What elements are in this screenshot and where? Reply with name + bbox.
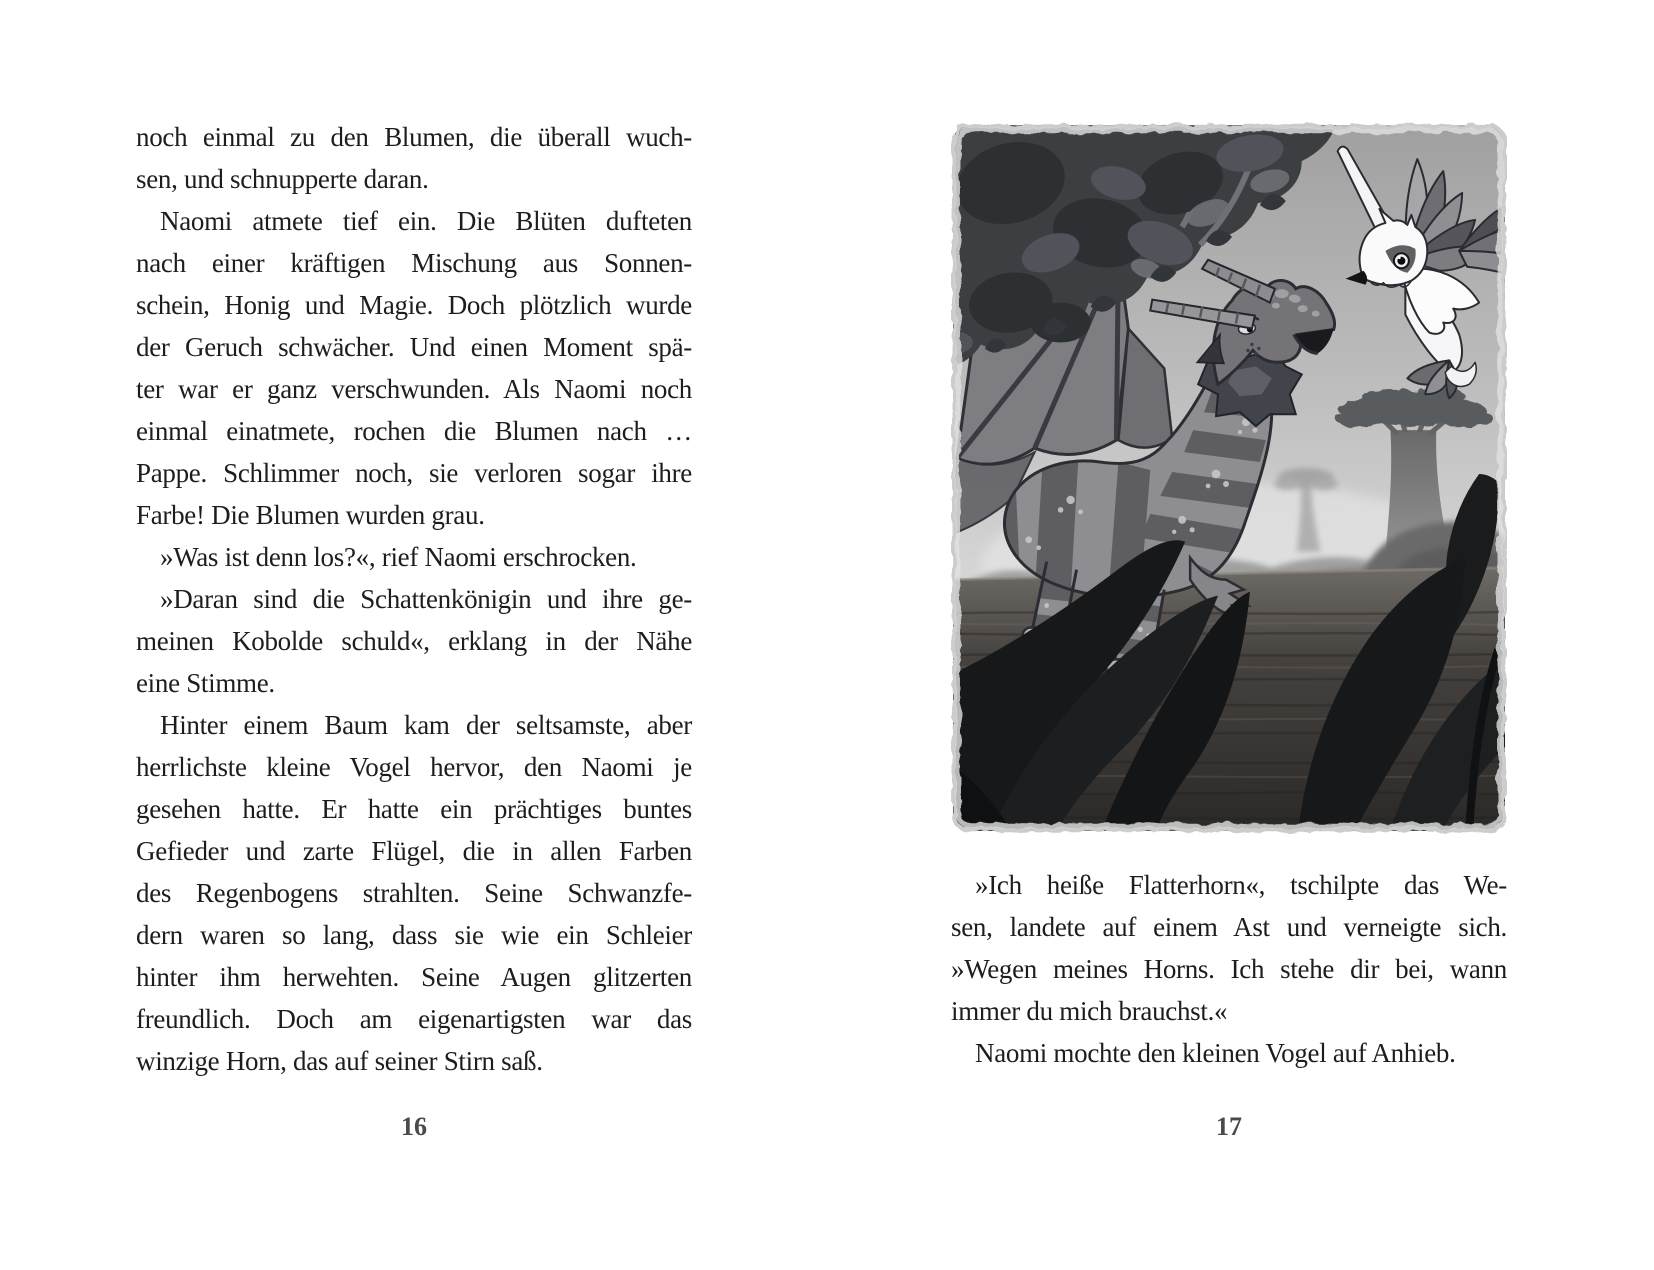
text-line: »Ich heiße Flatterhorn«, tschilpte das We- — [975, 870, 1507, 900]
text-line: sen, landete auf einem Ast und verneigte sich. — [951, 912, 1507, 942]
text-line: des Regenbogens strahlten. Seine Schwanzfe- — [136, 878, 692, 908]
page-number-left: 16 — [401, 1112, 427, 1141]
text-line: noch einmal zu den Blumen, die überall wuch- — [136, 122, 692, 152]
text-line: Hinter einem Baum kam der seltsamste, aber — [160, 710, 692, 740]
illustration-frame — [951, 122, 1507, 834]
left-text-column — [136, 116, 692, 1082]
text-line: schein, Honig und Magie. Doch plötzlich wurde — [136, 290, 692, 320]
text-line: immer du mich brauchst.« — [951, 996, 1228, 1026]
text-line: der Geruch schwächer. Und einen Moment spä- — [136, 332, 692, 362]
text-line: meinen Kobolde schuld«, erklang in der Nähe — [136, 626, 692, 656]
text-line: »Daran sind die Schattenkönigin und ihre ge- — [160, 584, 692, 614]
text-line: Naomi atmete tief ein. Die Blüten dufteten — [160, 206, 692, 236]
text-line: Naomi mochte den kleinen Vogel auf Anhieb. — [975, 1038, 1456, 1068]
text-line: sen, und schnupperte daran. — [136, 164, 429, 194]
text-line: hinter ihm herwehten. Seine Augen glitzerten — [136, 962, 692, 992]
text-line: herrlichste kleine Vogel hervor, den Naomi je — [136, 752, 692, 782]
text-line: winzige Horn, das auf seiner Stirn saß. — [136, 1046, 543, 1076]
text-line: Pappe. Schlimmer noch, sie verloren sogar ihre — [136, 458, 692, 488]
text-line: ter war er ganz verschwunden. Als Naomi noch — [136, 374, 692, 404]
text-line: einmal einatmete, rochen die Blumen nach … — [136, 416, 692, 446]
text-line: Gefieder und zarte Flügel, die in allen Farben — [136, 836, 692, 866]
text-line: »Was ist denn los?«, rief Naomi erschrocken. — [160, 542, 637, 572]
right-text-column — [951, 864, 1507, 1074]
text-line: gesehen hatte. Er hatte ein prächtiges buntes — [136, 794, 692, 824]
text-line: Farbe! Die Blumen wurden grau. — [136, 500, 485, 530]
page-number-right: 17 — [1216, 1112, 1242, 1141]
text-line: freundlich. Doch am eigenartigsten war das — [136, 1004, 692, 1034]
text-line: »Wegen meines Horns. Ich stehe dir bei, wann — [951, 954, 1507, 984]
text-line: eine Stimme. — [136, 668, 275, 698]
text-line: nach einer kräftigen Mischung aus Sonnen- — [136, 248, 692, 278]
text-line: dern waren so lang, dass sie wie ein Schleier — [136, 920, 692, 950]
illustration-dragon-and-bird — [951, 122, 1507, 834]
